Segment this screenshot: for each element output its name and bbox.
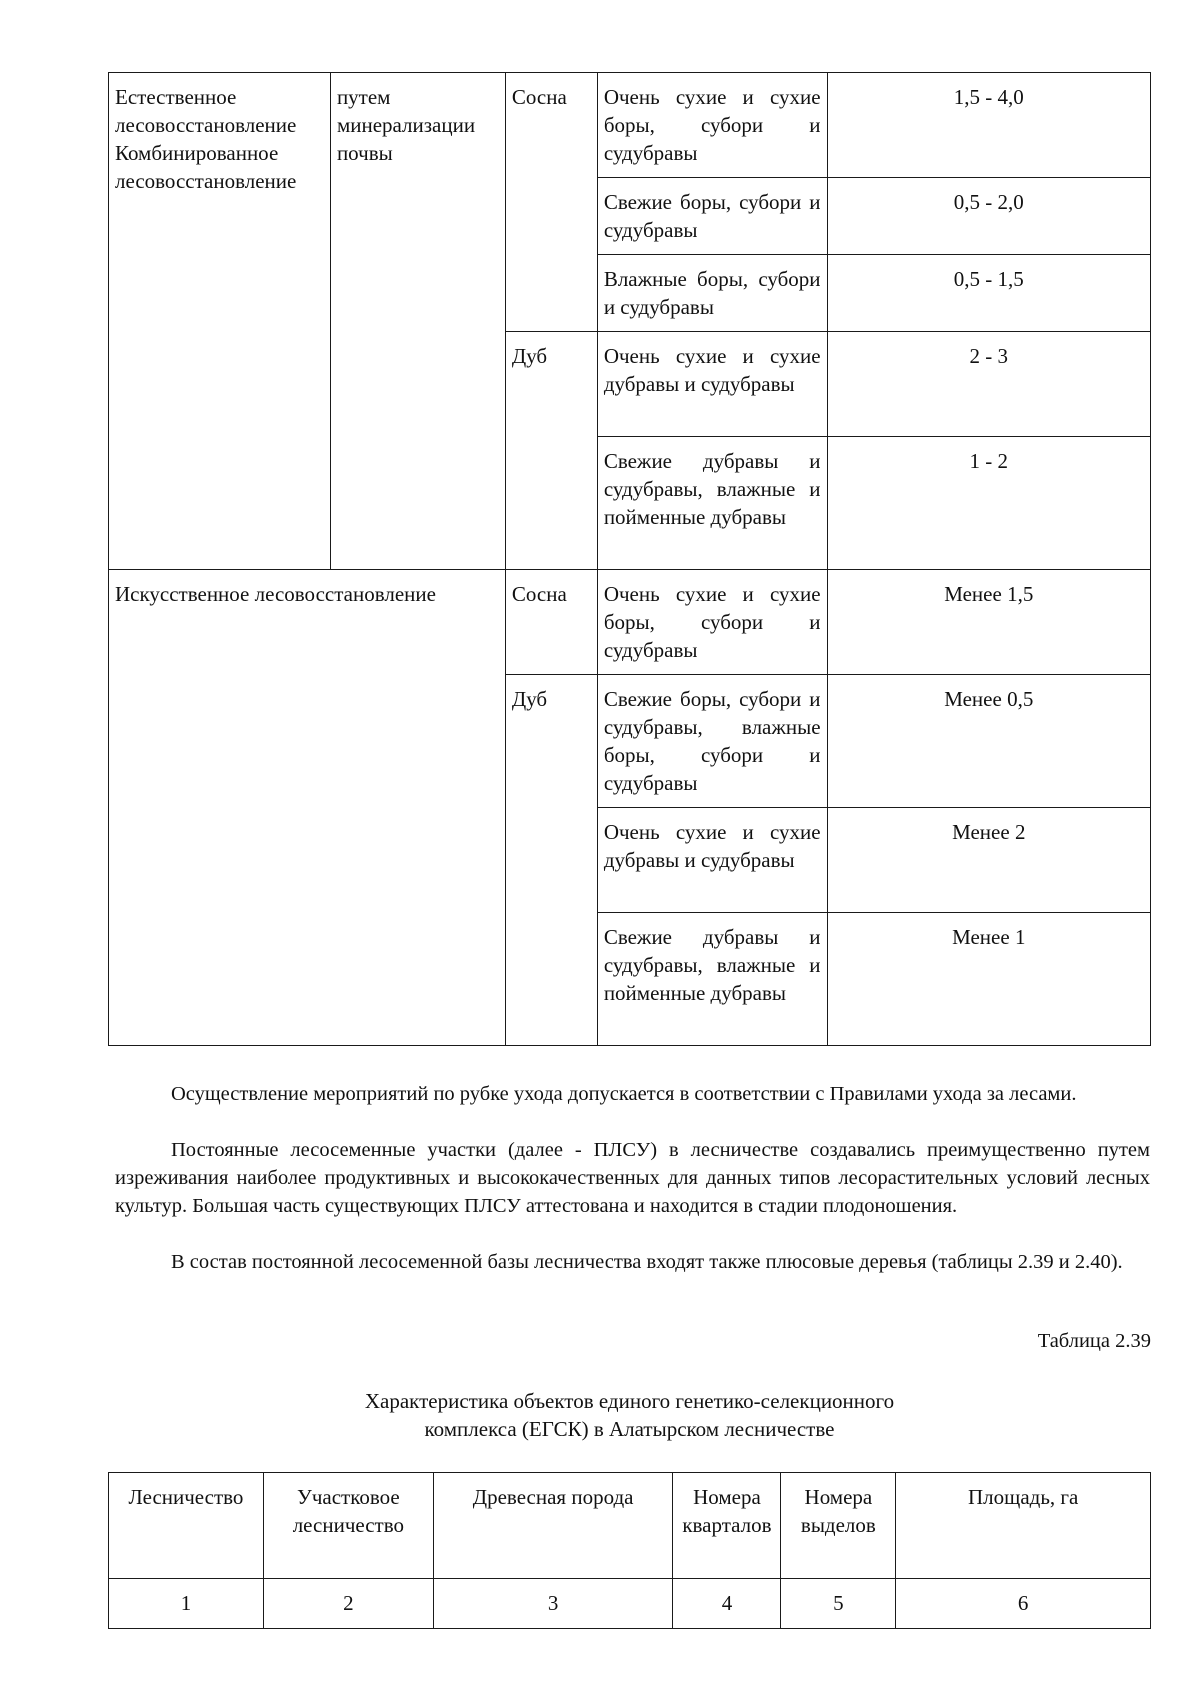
column-number-cell: 4 [673, 1579, 781, 1629]
conditions-cell: Очень сухие и сухие дубравы и судубравы [597, 808, 827, 913]
value-cell: 0,5 - 1,5 [827, 255, 1150, 332]
table-title [108, 1387, 1151, 1443]
value-cell: Менее 2 [827, 808, 1150, 913]
header-cell: Лесничество [109, 1473, 264, 1579]
value-cell: 0,5 - 2,0 [827, 178, 1150, 255]
species-cell: Дуб [505, 675, 597, 1046]
conditions-cell: Влажные боры, субори и судубравы [597, 255, 827, 332]
species-cell: Сосна [505, 73, 597, 332]
artificial-regeneration-cell: Искусственное лесовосстановление [109, 570, 506, 1046]
column-number-cell: 6 [896, 1579, 1151, 1629]
conditions-cell: Свежие боры, субори и судубравы, влажные боры, субори и судубравы [597, 675, 827, 808]
header-cell: Площадь, га [896, 1473, 1151, 1579]
paragraph-text: В состав постоянной лесосеменной базы лесничества входят также плюсовые деревья (таблицы 2.39 и 2.40). [171, 1251, 1123, 1273]
header-cell: Номера кварталов [673, 1473, 781, 1579]
conditions-cell: Свежие дубравы и судубравы, влажные и пойменные дубравы [597, 437, 827, 570]
species-cell: Дуб [505, 332, 597, 570]
paragraph-seed-plots [115, 1136, 1150, 1220]
value-cell: 2 - 3 [827, 332, 1150, 437]
forest-regeneration-table [108, 72, 1151, 1046]
conditions-cell: Свежие дубравы и судубравы, влажные и пойменные дубравы [597, 913, 827, 1046]
value-cell: Менее 0,5 [827, 675, 1150, 808]
conditions-cell: Очень сухие и сухие дубравы и судубравы [597, 332, 827, 437]
table-number-label: Таблица 2.39 [1037, 1330, 1151, 1352]
egsk-table [108, 1472, 1151, 1629]
conditions-cell: Очень сухие и сухие боры, субори и судубравы [597, 570, 827, 675]
method-cell: путем минерализации почвы [330, 73, 505, 570]
value-cell: Менее 1,5 [827, 570, 1150, 675]
header-cell: Номера выделов [781, 1473, 896, 1579]
column-number-cell: 1 [109, 1579, 264, 1629]
conditions-cell: Очень сухие и сухие боры, субори и судубравы [597, 73, 827, 178]
paragraph-thinning [115, 1080, 1150, 1108]
paragraph-text: Постоянные лесосеменные участки (далее - ПЛСУ) в лесничестве создавались преимущественно путем изреживания наиболее продуктивных и высококачественных для данных типов лесорастительных условий лесных культур. Большая часть существующих ПЛСУ аттестована и находится в стадии плодоношения. [115, 1139, 1150, 1217]
conditions-cell: Свежие боры, субори и судубравы [597, 178, 827, 255]
species-cell: Сосна [505, 570, 597, 675]
value-cell: Менее 1 [827, 913, 1150, 1046]
value-cell: 1 - 2 [827, 437, 1150, 570]
table-title-line: комплекса (ЕГСК) в Алатырском лесничестве [424, 1417, 835, 1441]
value-cell: 1,5 - 4,0 [827, 73, 1150, 178]
table-title-line: Характеристика объектов единого генетико-селекционного [364, 1389, 895, 1413]
paragraph-text: Осуществление мероприятий по рубке ухода допускается в соответствии с Правилами ухода за лесами. [171, 1083, 1077, 1105]
header-cell: Древесная порода [433, 1473, 673, 1579]
header-cell: Участковое лесничество [263, 1473, 433, 1579]
column-number-cell: 2 [263, 1579, 433, 1629]
natural-regeneration-cell: Естественное лесовосстановление Комбинированное лесовосстановление [109, 73, 331, 570]
paragraph-seed-base [115, 1248, 1150, 1276]
column-number-cell: 5 [781, 1579, 896, 1629]
column-number-cell: 3 [433, 1579, 673, 1629]
